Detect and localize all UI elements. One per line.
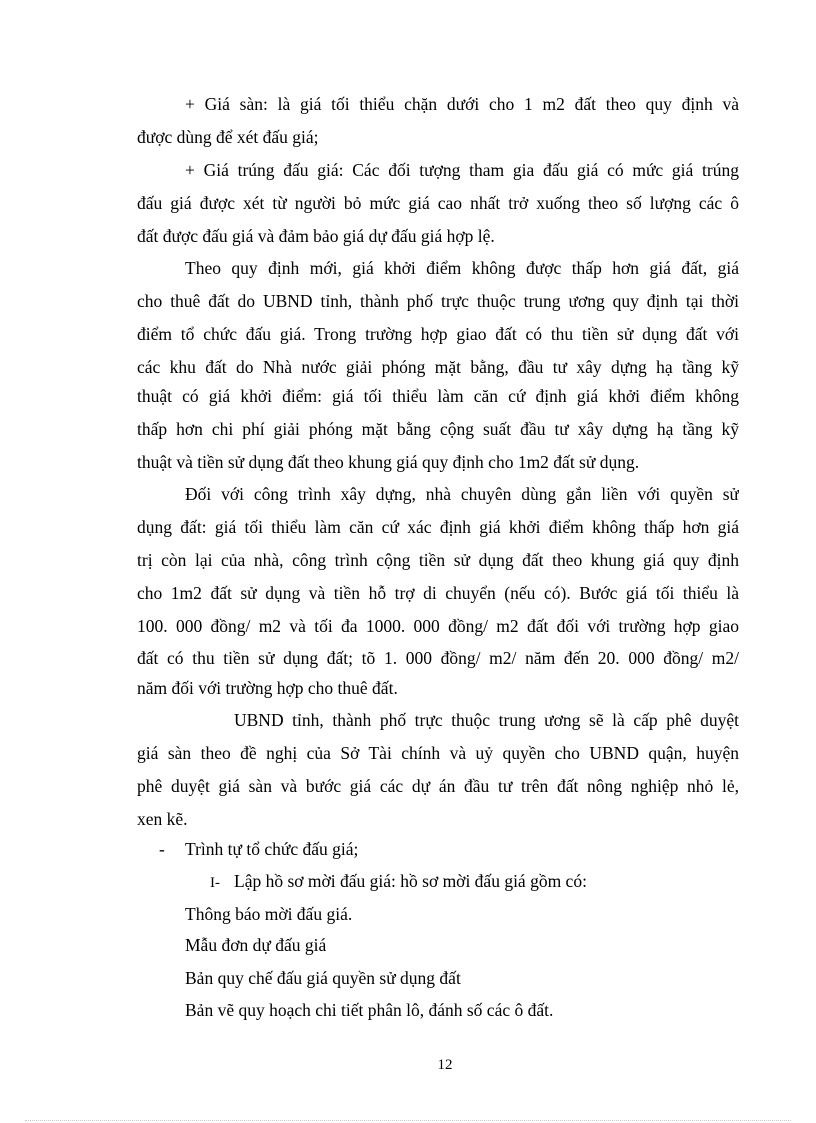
body-line: các khu đất do Nhà nước giải phóng mặt bằng, đầu tư xây dựng hạ tầng kỹ	[137, 357, 739, 377]
list-dash-marker: -	[159, 839, 165, 859]
body-line: UBND tỉnh, thành phố trực thuộc trung ương sẽ là cấp phê duyệt	[234, 710, 739, 730]
body-line: dụng đất: giá tối thiểu làm căn cứ xác định giá khởi điểm không thấp hơn giá	[137, 517, 739, 537]
list-roman-marker: I-	[210, 875, 220, 891]
body-line: thấp hơn chi phí giải phóng mặt bằng cộng suất đầu tư xây dựng hạ tầng kỹ	[137, 419, 739, 439]
body-line: phê duyệt giá sàn và bước giá các dự án đầu tư trên đất nông nghiệp nhỏ lẻ,	[137, 776, 739, 796]
list-item: Lập hồ sơ mời đấu giá: hồ sơ mời đấu giá gồm có:	[234, 871, 587, 891]
body-line: được dùng để xét đấu giá;	[137, 127, 319, 147]
body-line: trị còn lại của nhà, công trình cộng tiền sử dụng đất theo khung giá quy định	[137, 550, 739, 570]
footer-divider	[25, 1120, 791, 1121]
body-line: đất được đấu giá và đảm bảo giá dự đấu giá hợp lệ.	[137, 226, 495, 246]
list-item: Bản quy chế đấu giá quyền sử dụng đất	[185, 968, 461, 988]
body-line: điểm tổ chức đấu giá. Trong trường hợp giao đất có thu tiền sử dụng đất với	[137, 324, 739, 344]
body-line: thuật có giá khởi điểm: giá tối thiểu làm căn cứ định giá khởi điểm không	[137, 386, 739, 406]
body-line: Theo quy định mới, giá khởi điểm không được thấp hơn giá đất, giá	[185, 258, 739, 278]
body-line: cho 1m2 đất sử dụng và tiền hỗ trợ di chuyển (nếu có). Bước giá tối thiểu là	[137, 583, 739, 603]
body-line: đấu giá được xét từ người bỏ mức giá cao nhất trở xuống theo số lượng các ô	[137, 193, 739, 213]
body-line: giá sàn theo đề nghị của Sở Tài chính và uỷ quyền cho UBND quận, huyện	[137, 743, 739, 763]
list-item: Bản vẽ quy hoạch chi tiết phân lô, đánh số các ô đất.	[185, 1000, 554, 1020]
body-line: xen kẽ.	[137, 809, 188, 829]
body-line: 100. 000 đồng/ m2 và tối đa 1000. 000 đồng/ m2 đất đối với trường hợp giao	[137, 616, 739, 636]
body-line: Đối với công trình xây dựng, nhà chuyên dùng gắn liền với quyền sử	[185, 484, 739, 504]
body-line: + Giá trúng đấu giá: Các đối tượng tham gia đấu giá có mức giá trúng	[185, 160, 739, 180]
body-line: cho thuê đất do UBND tỉnh, thành phố trực thuộc trung ương quy định tại thời	[137, 291, 739, 311]
body-line: thuật và tiền sử dụng đất theo khung giá quy định cho 1m2 đất sử dụng.	[137, 452, 640, 472]
body-line: + Giá sàn: là giá tối thiểu chặn dưới cho 1 m2 đất theo quy định và	[185, 94, 739, 114]
list-item: Trình tự tổ chức đấu giá;	[185, 839, 359, 859]
body-line: đất có thu tiền sử dụng đất; tõ 1. 000 đồng/ m2/ năm đến 20. 000 đồng/ m2/	[137, 648, 739, 668]
page-number: 12	[437, 1057, 453, 1073]
list-item: Thông báo mời đấu giá.	[185, 904, 353, 924]
list-item: Mẫu đơn dự đấu giá	[185, 935, 327, 955]
body-line: năm đối với trường hợp cho thuê đất.	[137, 678, 398, 698]
